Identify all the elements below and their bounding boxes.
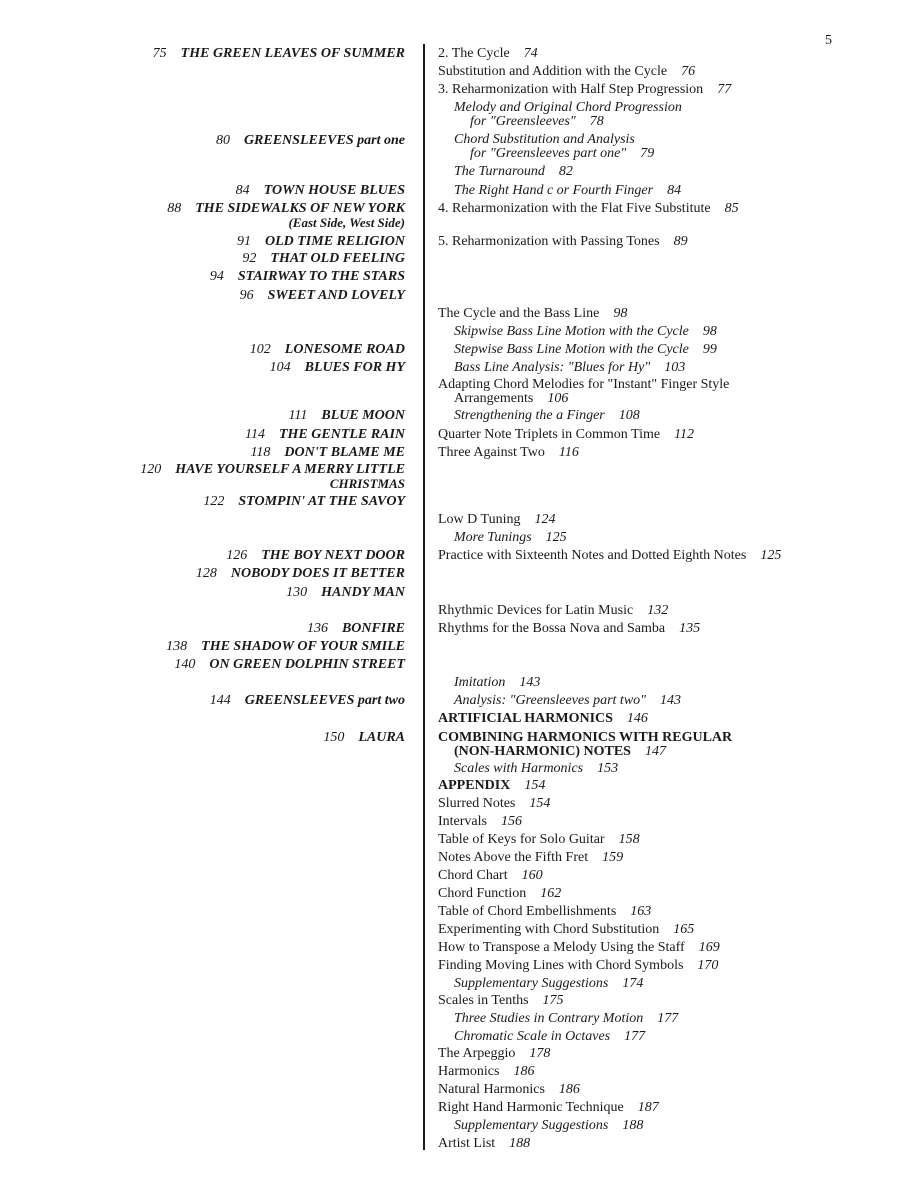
song-entry: [250, 446, 405, 460]
topic-text: Scales in Tenths: [438, 993, 529, 1008]
topic-subentry: [454, 531, 567, 545]
topic-entry: [438, 235, 688, 249]
song-page-number: 128: [195, 566, 217, 581]
song-page-number: 94: [209, 269, 224, 284]
topic-page: 74: [523, 46, 538, 61]
song-page-number: 144: [209, 693, 231, 708]
song-page-number: 130: [286, 585, 308, 600]
topic-entry: [438, 905, 651, 919]
topic-page: 187: [637, 1100, 659, 1115]
topic-page: 116: [558, 445, 579, 460]
song-entry: [203, 495, 405, 509]
topic-page: 178: [529, 1046, 551, 1061]
song-title: THE SHADOW OF YOUR SMILE: [201, 639, 405, 654]
topic-text: More Tunings: [454, 530, 532, 545]
song-title: LAURA: [358, 730, 405, 745]
topic-page: 186: [513, 1064, 535, 1079]
topic-text: Low D Tuning: [438, 512, 521, 527]
topic-entry: [438, 869, 543, 883]
topic-entry: [438, 513, 555, 527]
topic-page: 154: [524, 778, 546, 793]
topic-page: 177: [624, 1029, 646, 1044]
topic-text: Imitation: [454, 675, 506, 690]
topic-text: Stepwise Bass Line Motion with the Cycle: [454, 342, 689, 357]
song-page-number: 120: [140, 462, 162, 477]
song-entry: [288, 409, 405, 423]
song-entry: [242, 252, 405, 266]
topic-page: 147: [644, 744, 666, 759]
song-title: THE GREEN LEAVES OF SUMMER: [180, 46, 405, 61]
topic-page: 132: [647, 603, 669, 618]
song-entry: [167, 202, 405, 229]
topic-entry: [438, 815, 522, 829]
song-entry: [226, 549, 405, 563]
topic-text: Quarter Note Triplets in Common Time: [438, 427, 661, 442]
topic-text: The Cycle and the Bass Line: [438, 306, 600, 321]
topic-page: 165: [673, 922, 695, 937]
topic-entry: [438, 549, 781, 563]
song-page-number: 102: [249, 342, 271, 357]
topic-entry: [438, 994, 564, 1008]
song-entry: [216, 134, 405, 148]
song-title: HANDY MAN: [321, 585, 405, 600]
topic-page: 163: [630, 904, 652, 919]
song-page-number: 80: [215, 133, 230, 148]
song-title: STOMPIN' AT THE SAVOY: [238, 494, 405, 509]
song-title: STAIRWAY TO THE STARS: [237, 269, 405, 284]
topic-text: Adapting Chord Melodies for "Instant" Finger Style: [438, 377, 730, 392]
topic-page: 158: [618, 832, 640, 847]
topic-subentry: [454, 1030, 645, 1044]
topic-subentry: [454, 676, 540, 690]
song-page-number: 84: [235, 183, 250, 198]
song-title: SWEET AND LOVELY: [267, 288, 405, 303]
topic-entry: [438, 797, 550, 811]
topic-page: 162: [540, 886, 562, 901]
topic-text: 5. Reharmonization with Passing Tones: [438, 234, 660, 249]
topic-text: Harmonics: [438, 1064, 500, 1079]
topic-subentry: [454, 165, 573, 179]
topic-page: 160: [521, 868, 543, 883]
song-page-number: 75: [152, 46, 167, 61]
topic-subentry: [454, 101, 682, 129]
song-entry: [237, 235, 405, 249]
topic-entry: [438, 622, 700, 636]
topic-text: Supplementary Suggestions: [454, 976, 609, 991]
song-subtitle: CHRISTMAS: [329, 476, 405, 491]
song-page-number: 126: [226, 548, 248, 563]
song-entry: [196, 567, 405, 581]
topic-subentry: [454, 762, 618, 776]
topic-text: Skipwise Bass Line Motion with the Cycle: [454, 324, 689, 339]
topic-text-continued: (NON-HARMONIC) NOTES: [454, 744, 631, 759]
topic-subentry: [454, 694, 681, 708]
song-title: THE BOY NEXT DOOR: [261, 548, 405, 563]
topic-text: Notes Above the Fifth Fret: [438, 850, 589, 865]
topic-text: Strengthening the a Finger: [454, 408, 605, 423]
topic-entry: [438, 1083, 580, 1097]
topic-subentry: [454, 409, 640, 423]
song-title: THE SIDEWALKS OF NEW YORK: [195, 201, 405, 216]
page-number: 5: [825, 33, 832, 48]
topic-text: ARTIFICIAL HARMONICS: [438, 711, 613, 726]
topic-page: 175: [542, 993, 564, 1008]
topic-page: 159: [602, 850, 624, 865]
topic-page: 82: [558, 164, 573, 179]
topic-page: 106: [547, 391, 569, 406]
topic-page: 78: [589, 114, 604, 129]
song-entry: [174, 658, 405, 672]
topic-page: 146: [626, 711, 648, 726]
topic-subentry: [454, 1012, 678, 1026]
song-title: THE GENTLE RAIN: [278, 427, 405, 442]
topic-subentry: [454, 361, 685, 375]
topic-column: [438, 0, 878, 1200]
song-page-number: 96: [239, 288, 254, 303]
topic-entry: [438, 959, 718, 973]
topic-page: 108: [618, 408, 640, 423]
topic-subentry: [454, 1119, 643, 1133]
song-title: ON GREEN DOLPHIN STREET: [209, 657, 405, 672]
topic-subentry: [454, 343, 717, 357]
topic-text-continued: for "Greensleeves": [470, 114, 576, 129]
topic-page: 188: [622, 1118, 644, 1133]
song-title: LONESOME ROAD: [284, 342, 405, 357]
topic-heading: [438, 731, 732, 759]
topic-text: Artist List: [438, 1136, 496, 1151]
topic-entry: [438, 47, 538, 61]
topic-text: How to Transpose a Melody Using the Staff: [438, 940, 685, 955]
topic-text: The Arpeggio: [438, 1046, 516, 1061]
song-title: NOBODY DOES IT BETTER: [230, 566, 405, 581]
topic-heading: [438, 779, 545, 793]
topic-text: Bass Line Analysis: "Blues for Hy": [454, 360, 651, 375]
topic-entry: [438, 1101, 659, 1115]
topic-text: Chord Function: [438, 886, 527, 901]
topic-text: Natural Harmonics: [438, 1082, 545, 1097]
song-page-number: 122: [203, 494, 225, 509]
topic-entry: [438, 833, 640, 847]
song-page-number: 104: [269, 360, 291, 375]
topic-entry: [438, 851, 623, 865]
song-page-number: 91: [236, 234, 251, 249]
topic-entry: [438, 446, 579, 460]
topic-entry: [438, 1137, 530, 1151]
topic-page: 124: [534, 512, 556, 527]
song-entry: [240, 289, 405, 303]
topic-text: Chord Substitution and Analysis: [454, 132, 635, 147]
topic-page: 169: [698, 940, 720, 955]
topic-text: Analysis: "Greensleeves part two": [454, 693, 647, 708]
song-page-number: 118: [250, 445, 271, 460]
topic-text: Three Studies in Contrary Motion: [454, 1011, 644, 1026]
song-title: GREENSLEEVES part two: [244, 693, 405, 708]
topic-page: 186: [558, 1082, 580, 1097]
topic-entry: [438, 941, 720, 955]
topic-text: Experimenting with Chord Substitution: [438, 922, 660, 937]
song-column: [0, 0, 405, 1200]
topic-entry: [438, 307, 627, 321]
topic-text: Table of Keys for Solo Guitar: [438, 832, 605, 847]
topic-text: Chord Chart: [438, 868, 508, 883]
topic-text: COMBINING HARMONICS WITH REGULAR: [438, 730, 733, 745]
song-entry: [270, 361, 405, 375]
topic-text: Practice with Sixteenth Notes and Dotted Eighth Notes: [438, 548, 747, 563]
topic-page: 84: [667, 183, 682, 198]
topic-entry: [438, 378, 729, 406]
topic-entry: [438, 202, 739, 216]
topic-entry: [438, 887, 561, 901]
topic-entry: [438, 923, 694, 937]
topic-text: The Turnaround: [454, 164, 545, 179]
song-entry: [250, 343, 405, 357]
topic-text-continued: for "Greensleeves part one": [470, 146, 627, 161]
song-entry: [236, 184, 405, 198]
topic-subentry: [454, 977, 643, 991]
song-subtitle: (East Side, West Side): [288, 215, 405, 230]
topic-text: The Right Hand c or Fourth Finger: [454, 183, 654, 198]
song-title: BLUE MOON: [321, 408, 405, 423]
topic-page: 79: [640, 146, 655, 161]
song-title: DON'T BLAME ME: [284, 445, 405, 460]
topic-text: Three Against Two: [438, 445, 545, 460]
topic-text: Supplementary Suggestions: [454, 1118, 609, 1133]
song-page-number: 136: [306, 621, 328, 636]
topic-text: Melody and Original Chord Progression: [454, 100, 682, 115]
topic-page: 77: [717, 82, 732, 97]
topic-page: 153: [597, 761, 619, 776]
topic-page: 112: [674, 427, 695, 442]
song-entry: [210, 694, 405, 708]
topic-page: 98: [613, 306, 628, 321]
topic-page: 125: [760, 548, 782, 563]
song-title: THAT OLD FEELING: [270, 251, 405, 266]
topic-text: Chromatic Scale in Octaves: [454, 1029, 611, 1044]
topic-page: 154: [529, 796, 551, 811]
song-title: BLUES FOR HY: [304, 360, 405, 375]
topic-page: 143: [660, 693, 682, 708]
song-page-number: 114: [245, 427, 265, 442]
topic-text-continued: Arrangements: [454, 391, 534, 406]
song-page-number: 111: [288, 408, 308, 423]
topic-text: 4. Reharmonization with the Flat Five Substitute: [438, 201, 711, 216]
column-divider: [423, 44, 425, 1150]
topic-text: Slurred Notes: [438, 796, 516, 811]
topic-text: Rhythms for the Bossa Nova and Samba: [438, 621, 666, 636]
topic-text: APPENDIX: [438, 778, 511, 793]
song-entry: [286, 586, 405, 600]
song-page-number: 138: [166, 639, 188, 654]
topic-page: 170: [697, 958, 719, 973]
topic-entry: [438, 1047, 550, 1061]
song-title: HAVE YOURSELF A MERRY LITTLE: [175, 462, 405, 477]
topic-entry: [438, 428, 694, 442]
topic-entry: [438, 83, 731, 97]
topic-subentry: [454, 133, 654, 161]
topic-text: Finding Moving Lines with Chord Symbols: [438, 958, 684, 973]
song-page-number: 140: [174, 657, 196, 672]
song-entry: [323, 731, 405, 745]
topic-page: 177: [657, 1011, 679, 1026]
song-title: OLD TIME RELIGION: [264, 234, 405, 249]
topic-page: 76: [681, 64, 696, 79]
topic-text: Substitution and Addition with the Cycle: [438, 64, 668, 79]
topic-page: 89: [673, 234, 688, 249]
song-entry: [307, 622, 405, 636]
topic-page: 103: [664, 360, 686, 375]
topic-page: 99: [702, 342, 717, 357]
topic-text: Table of Chord Embellishments: [438, 904, 617, 919]
song-title: BONFIRE: [341, 621, 405, 636]
song-entry: [153, 47, 405, 61]
topic-heading: [438, 712, 648, 726]
topic-text: 3. Reharmonization with Half Step Progression: [438, 82, 704, 97]
topic-page: 156: [500, 814, 522, 829]
song-title: TOWN HOUSE BLUES: [263, 183, 405, 198]
topic-page: 85: [724, 201, 739, 216]
topic-subentry: [454, 325, 717, 339]
topic-text: Intervals: [438, 814, 487, 829]
topic-text: Rhythmic Devices for Latin Music: [438, 603, 634, 618]
song-entry: [210, 270, 405, 284]
topic-text: 2. The Cycle: [438, 46, 510, 61]
song-entry: [245, 428, 405, 442]
topic-page: 174: [622, 976, 644, 991]
topic-page: 143: [519, 675, 541, 690]
topic-subentry: [454, 184, 681, 198]
song-page-number: 88: [167, 201, 182, 216]
song-entry: [140, 463, 405, 490]
song-entry: [166, 640, 405, 654]
topic-text: Scales with Harmonics: [454, 761, 584, 776]
topic-page: 125: [545, 530, 567, 545]
song-page-number: 150: [323, 730, 345, 745]
topic-entry: [438, 65, 695, 79]
topic-entry: [438, 604, 668, 618]
topic-page: 188: [509, 1136, 531, 1151]
topic-entry: [438, 1065, 534, 1079]
topic-text: Right Hand Harmonic Technique: [438, 1100, 624, 1115]
song-title: GREENSLEEVES part one: [243, 133, 405, 148]
topic-page: 135: [679, 621, 701, 636]
song-page-number: 92: [242, 251, 257, 266]
topic-page: 98: [702, 324, 717, 339]
